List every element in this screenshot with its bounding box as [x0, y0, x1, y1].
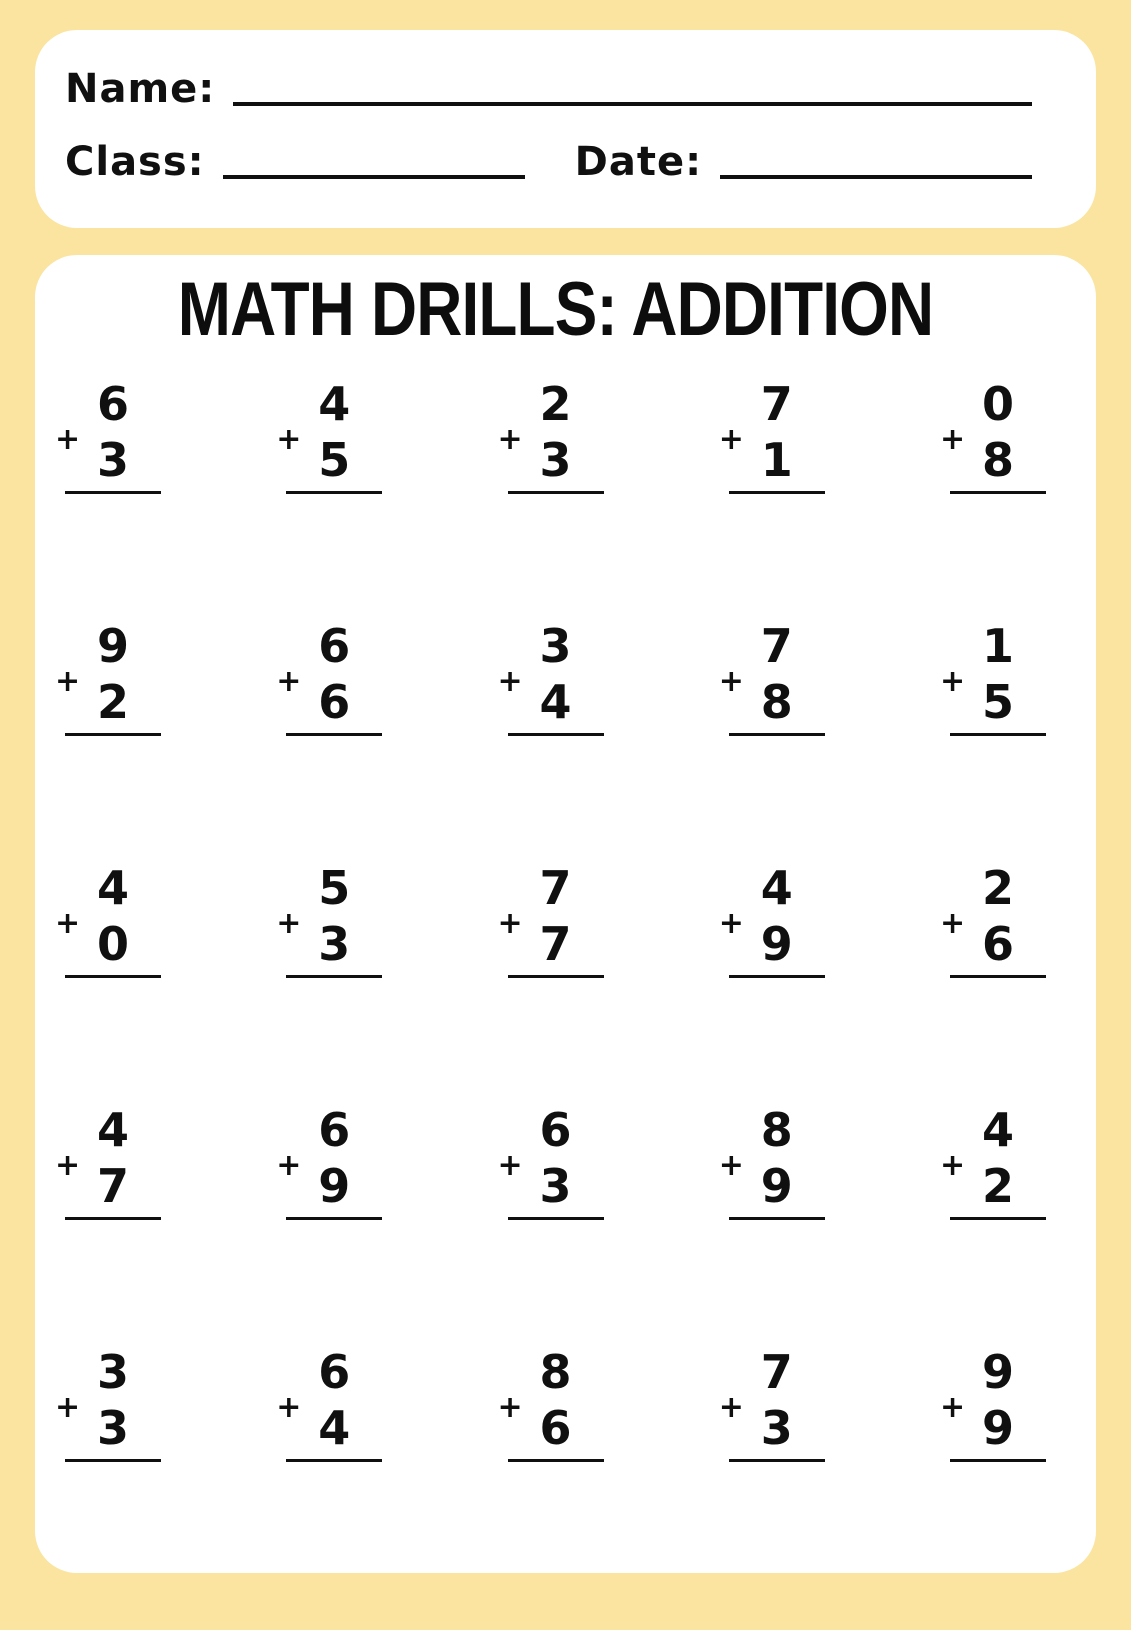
top-addend: 4 [96, 1102, 129, 1157]
plus-operator: + [497, 421, 523, 457]
answer-line [286, 1459, 382, 1462]
answer-line [729, 975, 825, 978]
problem-18 [497, 1102, 604, 1220]
bottom-addend: 9 [760, 916, 793, 971]
class-line [223, 175, 525, 179]
problem-7 [276, 618, 382, 736]
worksheet-page [0, 30, 1131, 1630]
plus-operator: + [718, 663, 744, 699]
top-addend: 5 [318, 860, 351, 915]
answer-line [286, 1217, 382, 1220]
class-label: Class: [65, 138, 205, 185]
problem-12 [276, 860, 382, 978]
plus-operator: + [55, 1389, 81, 1425]
problem-11 [55, 860, 161, 978]
plus-operator: + [940, 1389, 966, 1425]
top-addend: 4 [96, 860, 129, 915]
top-addend: 6 [318, 618, 351, 673]
problem-3 [497, 376, 604, 494]
bottom-addend: 2 [981, 1158, 1014, 1213]
top-addend: 6 [318, 1102, 351, 1157]
top-addend: 8 [539, 1344, 572, 1399]
plus-operator: + [276, 905, 302, 941]
date-line [720, 175, 1032, 179]
problem-16 [55, 1102, 161, 1220]
answer-line [508, 1217, 604, 1220]
top-addend: 9 [96, 618, 129, 673]
answer-line [65, 733, 161, 736]
bottom-addend: 3 [96, 432, 129, 487]
bottom-addend: 2 [96, 674, 129, 729]
page-title: MATH DRILLS: ADDITION [177, 267, 934, 352]
problem-5 [940, 376, 1046, 494]
plus-operator: + [497, 905, 523, 941]
top-addend: 7 [760, 618, 793, 673]
top-addend: 3 [96, 1344, 129, 1399]
answer-line [508, 975, 604, 978]
answer-line [508, 1459, 604, 1462]
top-addend: 7 [539, 860, 572, 915]
plus-operator: + [497, 663, 523, 699]
problem-20 [940, 1102, 1046, 1220]
plus-operator: + [940, 905, 966, 941]
problem-8 [497, 618, 604, 736]
class-date-row [65, 139, 1032, 186]
bottom-addend: 0 [96, 916, 129, 971]
bottom-addend: 9 [318, 1158, 351, 1213]
problem-1 [55, 376, 161, 494]
bottom-addend: 4 [318, 1400, 351, 1455]
plus-operator: + [718, 1389, 744, 1425]
bottom-addend: 8 [981, 432, 1014, 487]
name-row [65, 66, 1032, 113]
answer-line [950, 1459, 1046, 1462]
plus-operator: + [276, 421, 302, 457]
plus-operator: + [276, 663, 302, 699]
problem-9 [718, 618, 825, 736]
problem-6 [55, 618, 161, 736]
plus-operator: + [276, 1147, 302, 1183]
bottom-addend: 8 [760, 674, 793, 729]
plus-operator: + [940, 421, 966, 457]
plus-operator: + [55, 1147, 81, 1183]
bottom-addend: 1 [760, 432, 793, 487]
top-addend: 0 [981, 376, 1014, 431]
plus-operator: + [940, 663, 966, 699]
bottom-addend: 3 [760, 1400, 793, 1455]
problem-21 [55, 1344, 161, 1462]
answer-line [950, 1217, 1046, 1220]
top-addend: 2 [539, 376, 572, 431]
top-addend: 6 [96, 376, 129, 431]
answer-line [729, 1217, 825, 1220]
bottom-addend: 7 [96, 1158, 129, 1213]
bottom-addend: 6 [981, 916, 1014, 971]
bottom-addend: 5 [981, 674, 1014, 729]
problem-10 [940, 618, 1046, 736]
answer-line [286, 975, 382, 978]
bottom-addend: 5 [318, 432, 351, 487]
plus-operator: + [940, 1147, 966, 1183]
plus-operator: + [718, 1147, 744, 1183]
bottom-addend: 9 [981, 1400, 1014, 1455]
problem-4 [718, 376, 825, 494]
plus-operator: + [55, 905, 81, 941]
bottom-addend: 6 [318, 674, 351, 729]
top-addend: 7 [760, 1344, 793, 1399]
top-addend: 6 [318, 1344, 351, 1399]
date-label: Date: [574, 138, 703, 185]
answer-line [508, 733, 604, 736]
name-line [233, 102, 1032, 106]
problem-row-4 [55, 1102, 1046, 1220]
answer-line [286, 733, 382, 736]
plus-operator: + [55, 663, 81, 699]
answer-line [65, 1459, 161, 1462]
name-label: Name: [65, 66, 216, 112]
answer-line [729, 491, 825, 494]
top-addend: 3 [539, 618, 572, 673]
problem-23 [497, 1344, 604, 1462]
problem-17 [276, 1102, 382, 1220]
top-addend: 1 [981, 618, 1014, 673]
answer-line [950, 975, 1046, 978]
problem-row-2 [55, 618, 1046, 736]
answer-line [65, 491, 161, 494]
top-addend: 9 [981, 1344, 1014, 1399]
plus-operator: + [718, 905, 744, 941]
problem-15 [940, 860, 1046, 978]
top-addend: 4 [760, 860, 793, 915]
problem-14 [718, 860, 825, 978]
problem-row-5 [55, 1344, 1046, 1462]
top-addend: 2 [981, 860, 1014, 915]
answer-line [286, 491, 382, 494]
plus-operator: + [276, 1389, 302, 1425]
top-addend: 8 [760, 1102, 793, 1157]
problem-13 [497, 860, 604, 978]
problem-22 [276, 1344, 382, 1462]
plus-operator: + [497, 1389, 523, 1425]
bottom-addend: 3 [96, 1400, 129, 1455]
problems-grid [55, 376, 1046, 1462]
plus-operator: + [718, 421, 744, 457]
plus-operator: + [497, 1147, 523, 1183]
problem-24 [718, 1344, 825, 1462]
problem-row-3 [55, 860, 1046, 978]
bottom-addend: 7 [539, 916, 572, 971]
answer-line [65, 975, 161, 978]
answer-line [729, 733, 825, 736]
top-addend: 4 [318, 376, 351, 431]
bottom-addend: 3 [539, 432, 572, 487]
top-addend: 7 [760, 376, 793, 431]
bottom-addend: 3 [539, 1158, 572, 1213]
top-addend: 6 [539, 1102, 572, 1157]
answer-line [508, 491, 604, 494]
header-card [35, 30, 1096, 228]
answer-line [65, 1217, 161, 1220]
bottom-addend: 4 [539, 674, 572, 729]
answer-line [729, 1459, 825, 1462]
worksheet-card [35, 255, 1096, 1573]
problem-19 [718, 1102, 825, 1220]
bottom-addend: 6 [539, 1400, 572, 1455]
bottom-addend: 3 [318, 916, 351, 971]
problem-25 [940, 1344, 1046, 1462]
problem-row-1 [55, 376, 1046, 494]
plus-operator: + [55, 421, 81, 457]
bottom-addend: 9 [760, 1158, 793, 1213]
answer-line [950, 733, 1046, 736]
top-addend: 4 [981, 1102, 1014, 1157]
answer-line [950, 491, 1046, 494]
problem-2 [276, 376, 382, 494]
